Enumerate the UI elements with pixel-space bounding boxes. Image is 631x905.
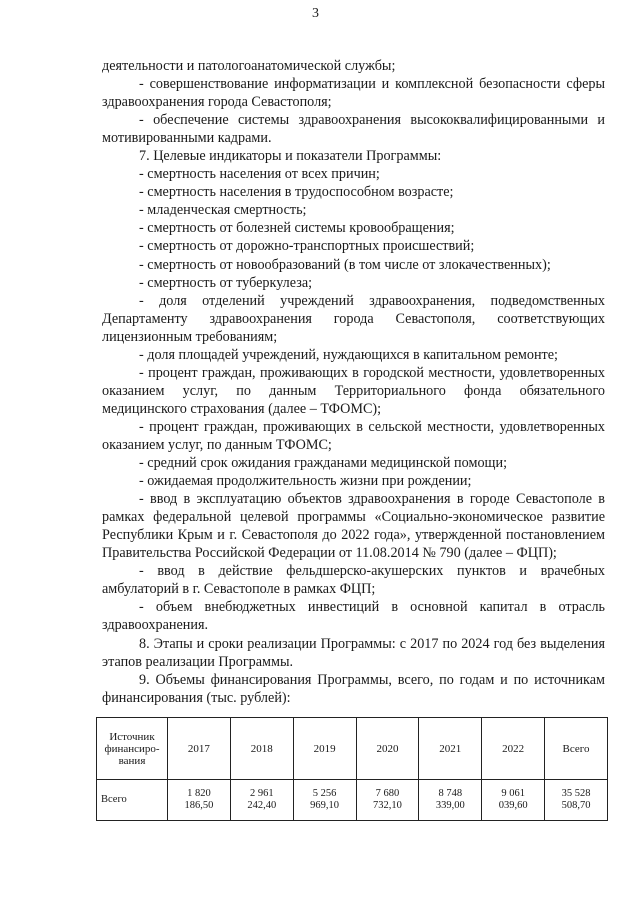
list-item: - объем внебюджетных инвестиций в основной капитал в отрасль здравоохранения. [102,599,605,634]
table-cell: 1 820 186,50 [168,780,231,821]
list-item: - доля площадей учреждений, нуждающихся в капитальном ремонте; [139,346,558,363]
total-header: Всего [545,718,608,780]
table-cell: 5 256 969,10 [293,780,356,821]
year-header: 2021 [419,718,482,780]
list-item: - смертность населения от всех причин; [139,166,380,183]
list-item: - ввод в эксплуатацию объектов здравоохранения в городе Севастополе в рамках федеральной целевой программы «Социально-экономическое развитие Республики Крым и г. Севастополя до 2022 года», утвержденной постановлением Правительства Российской Федерации от 11.08.2014 № 790 (далее – ФЦП); [102,491,605,562]
table-cell: 2 961 242,40 [230,780,293,821]
year-header: 2020 [356,718,419,780]
year-header: 2019 [293,718,356,780]
list-item: - младенческая смертность; [139,202,307,219]
table-cell: 8 748 339,00 [419,780,482,821]
list-item: - доля отделений учреждений здравоохранения, подведомственных Департаменту здравоохранения города Севастополя, соответствующих лицензионным требованиям; [102,292,605,345]
list-item: - процент граждан, проживающих в городской местности, удовлетворенных оказанием услуг, по данным Территориального фонда обязательного медицинского страхования (далее – ТФОМС); [102,364,605,417]
table-cell-total: 35 528 508,70 [545,780,608,821]
list-item: - обеспечение системы здравоохранения высококвалифицированными и мотивированными кадрами. [102,112,605,147]
list-item: - смертность от новообразований (в том числе от злокачественных); [139,256,551,273]
document-body [102,57,605,707]
row-label: Всего [97,780,168,821]
list-item: - средний срок ожидания гражданами медицинской помощи; [139,455,508,472]
section-heading: 7. Целевые индикаторы и показатели Программы: [139,148,442,165]
list-item: - ожидаемая продолжительность жизни при рождении; [139,473,472,490]
year-header: 2022 [482,718,545,780]
list-item: - смертность от дорожно-транспортных происшествий; [139,238,475,255]
section-heading: 8. Этапы и сроки реализации Программы: с 2017 по 2024 год без выделения этапов реализации Программы. [102,635,605,670]
list-item: - смертность от туберкулеза; [139,274,313,291]
list-item: - процент граждан, проживающих в сельской местности, удовлетворенных оказанием услуг, по данным ТФОМС; [102,418,605,453]
year-header: 2017 [168,718,231,780]
paragraph: деятельности и патологоанатомической службы; [102,58,396,74]
table-cell: 9 061 039,60 [482,780,545,821]
list-item: - смертность от болезней системы кровообращения; [139,220,455,237]
source-header: Источник финансиро- вания [97,718,168,780]
year-header: 2018 [230,718,293,780]
table-row [97,780,608,821]
page-number: 3 [312,6,319,21]
financing-table [96,717,608,821]
table-cell: 7 680 732,10 [356,780,419,821]
table-header-row [97,718,608,780]
list-item: - ввод в действие фельдшерско-акушерских пунктов и врачебных амбулаторий в г. Севастополе в рамках ФЦП; [102,563,605,598]
list-item: - совершенствование информатизации и комплексной безопасности сферы здравоохранения города Севастополя; [102,76,605,111]
list-item: - смертность населения в трудоспособном возрасте; [139,184,454,201]
section-heading: 9. Объемы финансирования Программы, всего, по годам и по источникам финансирования (тыс. рублей): [102,671,605,706]
